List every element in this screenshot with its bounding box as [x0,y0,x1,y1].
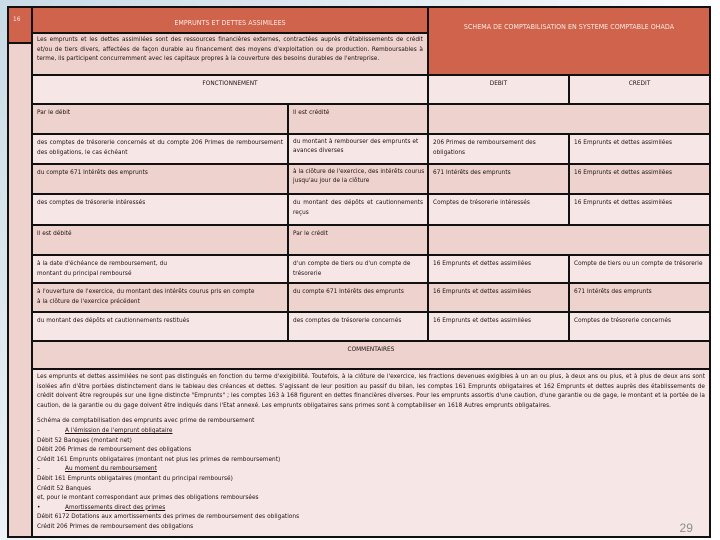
credit-account: 16 Emprunts et dettes assimilées [574,138,673,146]
table-row-1-left [33,135,289,165]
comments-heading: COMMENTAIRES [347,345,395,353]
schema-title-cell [429,8,709,76]
table-row-6-credit [570,313,709,342]
comments-body [33,370,709,538]
journal-line: Débit 6172 Dotations aux amortissements des primes de remboursement des obligations [37,512,300,521]
table-row-3-left [33,195,289,226]
comments-paragraph: Les emprunts et dettes assimilées ne sont pas distingués en fonction du terme d'exigibilité. Toutefois, à la clôture de l'exercice, les fractions devenues exigibles à un an ou plus, à deux ans ou plus, et à plus de deux ans sont isolées afin d'être portées distinctement dans le tableau des créances et dettes. S'agissant de leur position au passif du bilan, les comptes 161 Emprunts obligataires et 162 Emprunts et dettes auprès des établissements de crédit doivent être regroupés sur une ligne distincte "Emprunts" ; les comptes 163 à 168 figurent en dettes financières diverses. Pour les emprunts assortis d'une caution, d'une garantie ou de gage, le montant et la portée de la caution, de la garantie ou du gage doivent être indiqués dans l'Etat annexé. Les emprunts obligataires sans primes sont à comptabiliser en 1618 Autres emprunts obligataires. [37,372,705,409]
journal-line: Crédit 206 Primes de remboursement des obligations [37,521,194,530]
row-text: à la clôture de l'exercice précédent [37,297,140,305]
credit-account: 16 Emprunts et dettes assimilées [574,198,673,206]
table-row-2-left [33,165,289,195]
table-row-5-credit [570,284,709,313]
block-heading: Amortissements direct des primes [65,502,166,511]
row-text: des comptes de trésorerie concernés [293,316,402,324]
credit-account: 16 Emprunts et dettes assimilées [574,168,673,176]
par-le-credit-heading-cell [289,226,429,256]
table-row-2-credit [570,165,709,195]
block-heading: A l'émission de l'emprunt obligataire [65,425,173,434]
left-margin-column [9,44,33,538]
il-est-debite-heading-cell [33,226,289,256]
journal-line: Débit 52 Banques (montant net) [37,435,132,444]
credit-header-cell [570,76,709,105]
table-row-3-credit [570,195,709,226]
schema-intro: Schéma de comptabilisation des emprunts avec prime de remboursement [37,416,255,425]
table-row-4-credit [570,256,709,284]
par-le-debit-heading-cell [33,105,289,135]
block-heading: Au moment du remboursement [65,464,157,473]
row-text: à la clôture de l'exercice, des intérêts courus [293,167,425,175]
debit-account: 671 Intérêts des emprunts [433,168,511,176]
table-row-4-debit [429,256,570,284]
definition-text: Les emprunts et les dettes assimilées sont des ressources financières externes, contractées auprès d'établissements de crédit et/ou de tiers divers, affectées de façon durable au financement des moyens d'exploitation ou de production. Remboursables à terme, ils participent concurremment avec les capitaux propres à la couverture des besoins durables de l'entreprise. [37,35,423,63]
journal-line: Crédit 52 Banques [37,483,92,492]
par-le-credit-heading: Par le crédit [293,229,328,237]
section2-schema-band [429,226,709,256]
table-row-3-debit [429,195,570,226]
journal-line: Crédit 161 Emprunts obligataires (montant net plus les primes de remboursement) [37,454,281,463]
table-row-1-debit [429,135,570,165]
table-row-2-right [289,165,429,195]
debit-header-cell [429,76,570,105]
row-text: du montant des dépôts et cautionnements restitués [37,316,190,324]
table-row-5-debit [429,284,570,313]
par-le-debit-heading: Par le débit [37,108,71,116]
page-number: 29 [679,521,693,536]
debit-label: DEBIT [489,79,508,87]
debit-account: 16 Emprunts et dettes assimilées [433,316,532,324]
row-text: du compte 671 Intérêts des emprunts [293,287,404,295]
table-row-4-right [289,256,429,284]
page-title: EMPRUNTS ET DETTES ASSIMILEES [174,19,286,27]
schema-title: SCHEMA DE COMPTABILISATION EN SYSTEME COMPTABLE OHADA [463,23,675,31]
section-number-cell [9,8,33,44]
table-row-1-credit [570,135,709,165]
bullet-dot: • [37,502,41,511]
table-row-5-left [33,284,289,313]
table-row-6-right [289,313,429,342]
row-text: à l'ouverture de l'exercice, du montant des intérêts courus pris en compte [37,287,255,295]
table-row-4-left [33,256,289,284]
table-row-1-right [289,135,429,165]
il-est-credite-heading: Il est crédité [293,108,330,116]
row-text: montant du principal remboursé [37,269,132,277]
fonctionnement-label: FONCTIONNEMENT [202,79,258,87]
schema-block-remboursement [37,464,705,502]
schema-block-emission [37,426,705,464]
credit-account: 671 Intérêts des emprunts [574,287,652,295]
row-text: du compte 671 Intérêts des emprunts [37,168,148,176]
table-row-5-right [289,284,429,313]
accounting-table [7,6,711,538]
row-text: avances diverses [293,145,344,154]
debit-account: 16 Emprunts et dettes assimilées [433,259,532,267]
journal-line: et, pour le montant correspondant aux primes des obligations remboursées [37,493,259,502]
row-text: d'un compte de tiers ou d'un compte de trésorerie [293,259,411,277]
debit-account: Comptes de trésorerie intéressés [433,198,530,206]
row-text: à la date d'échéance de remboursement, du [37,259,168,267]
definition-cell [33,34,429,76]
row-text: des comptes de trésorerie intéressés [37,198,146,206]
credit-label: CREDIT [628,79,651,87]
credit-account: Comptes de trésorerie concernés [574,316,672,324]
table-row-6-left [33,313,289,342]
row-text: des comptes de trésorerie concernés et du compte 206 Primes de remboursement des obligations, le cas échéant [37,138,283,156]
table-row-2-debit [429,165,570,195]
bullet-dash: – [37,425,40,434]
il-est-debite-heading: Il est débité [37,229,72,237]
row-text: du montant des dépôts et cautionnements reçus [293,198,423,216]
debit-account: 206 Primes de remboursement des obligations [433,138,536,156]
table-row-6-debit [429,313,570,342]
section1-schema-band [429,105,709,135]
schema-block-amortissement [37,502,705,536]
debit-account: 16 Emprunts et dettes assimilées [433,287,532,295]
il-est-credite-heading-cell [289,105,429,135]
table-row-3-right [289,195,429,226]
credit-account: Compte de tiers ou un compte de trésorerie [574,259,703,267]
journal-line: Débit 206 Primes de remboursement des obligations [37,445,192,454]
fonctionnement-cell [33,76,429,105]
bullet-dash: – [37,464,40,473]
title-cell [33,8,429,34]
section-number: 16 [13,15,21,23]
row-text: jusqu'au jour de la clôture [293,175,370,184]
journal-line: Débit 161 Emprunts obligataires (montant du principal remboursé) [37,473,233,482]
row-text: du montant à rembourser des emprunts et [293,137,419,145]
comments-heading-cell [33,342,709,370]
